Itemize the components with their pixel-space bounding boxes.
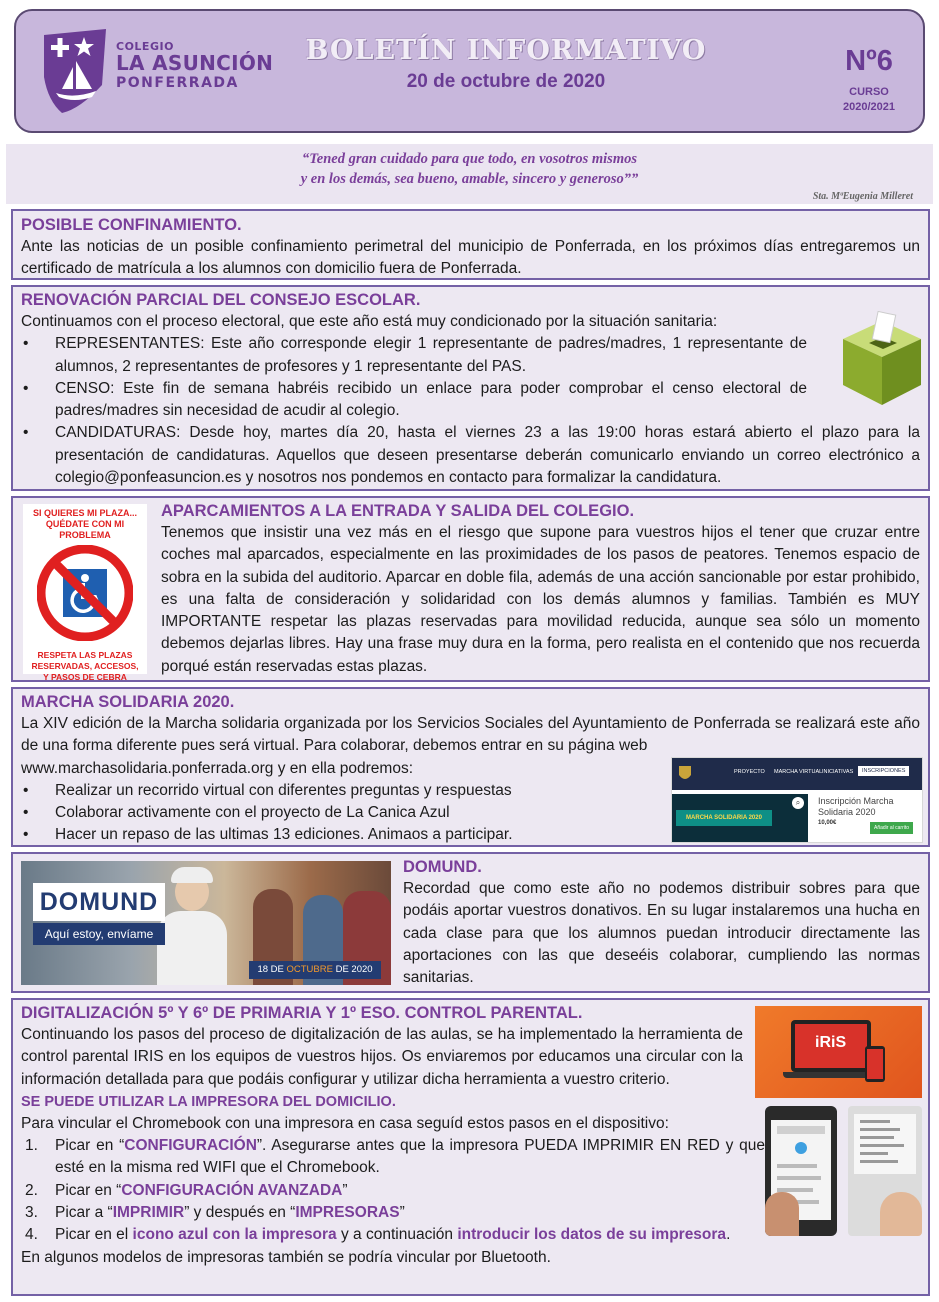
step-4-highlight-icono: icono azul con la impresora xyxy=(132,1226,337,1244)
parking-sign-image xyxy=(23,504,147,682)
step-3-number: 3. xyxy=(25,1204,38,1222)
domund-date-month: OCTUBRE xyxy=(286,964,333,975)
domund-text: Recordad que como este año no podemos distribuir sobres para que podáis aportar vuestros donativos. En su lugar instalaremos una hucha en cada clase para que los alumnos puedan introducir directamente las aportaciones con las que deseéis colaborar, cumpliendo las normas sanitarias. xyxy=(403,880,920,987)
section-digitalizacion xyxy=(11,998,930,1296)
newsletter-title: BOLETÍN INFORMATIVO xyxy=(305,35,707,66)
domund-slogan: Aquí estoy, envíame xyxy=(33,923,165,945)
web-navbar xyxy=(672,758,922,790)
step-2-part-a: Picar en “ xyxy=(55,1181,122,1199)
ballot-box-icon xyxy=(839,311,925,407)
section-domund xyxy=(11,852,930,993)
subsection-title-impresora: SE PUEDE UTILIZAR LA IMPRESORA DEL DOMICILIO. xyxy=(21,1093,396,1110)
web-product-title: Inscripción Marcha Solidaria 2020 xyxy=(818,796,894,817)
step-2-number: 2. xyxy=(25,1181,38,1199)
school-name-line2: LA ASUNCIÓN xyxy=(116,51,274,75)
newsletter-header xyxy=(14,9,925,133)
step-4-part-e: . xyxy=(726,1226,731,1244)
step-3-highlight-imprimir: IMPRIMIR xyxy=(112,1204,185,1222)
settings-photo-1 xyxy=(765,1106,837,1236)
school-name xyxy=(116,41,273,90)
marcha-bullet-canica: • Colaborar activamente con el proyecto de La Canica Azul xyxy=(21,802,920,824)
school-name-line3: PONFERRADA xyxy=(116,75,239,91)
aparcamientos-text: Tenemos que insistir una vez más en el riesgo que supone para vuestros hijos el tener que cruzar entre coches mal aparcados, especialmente en las proximidades de los pasos de peatores. Tenemos espacio de sobra en la subida del auditorio. Aparcar en doble fila, además de una acción sancionable por estar prohibido, es una falta de consideración y solidaridad con los demás alumnos y familias. También es MUY IMPORTANTE respetar las plazas reservadas para movilidad reducida, aunque sea sólo un momento debemos dejarlas libres. Hay una frase muy dura en la forma, pero realista en el contenido que nos recuerda porqué están reservadas estas plazas. xyxy=(161,524,920,675)
zoom-icon: ⌕ xyxy=(792,797,804,809)
section-consejo-escolar xyxy=(11,285,930,491)
domund-logo-text: DOMUND xyxy=(33,883,165,921)
domund-date-badge xyxy=(249,961,381,979)
step-4-number: 4. xyxy=(25,1226,38,1244)
domund-date-part3: DE 2020 xyxy=(332,964,373,975)
sign-top-line1: SI QUIERES MI PLAZA... xyxy=(32,508,137,518)
marcha-intro: La XIV edición de la Marcha solidaria organizada por los Servicios Sociales del Ayuntamiento de Ponferrada se realizará este año de una forma diferente pues será virtual. Para colaborar, debemos entrar en su página web xyxy=(21,715,920,755)
step-1-highlight: CONFIGURACIÓN xyxy=(124,1137,257,1155)
web-nav-proyecto: PROYECTO xyxy=(734,769,765,775)
no-parking-disabled-icon xyxy=(37,545,133,641)
impresora-intro: Para vincular el Chromebook con una impresora en casa seguíd estos pasos en el dispositivo: xyxy=(21,1114,669,1132)
confinamiento-text: Ante las noticias de un posible confinamiento perimetral del municipio de Ponferrada, en los próximos días entregaremos un certificado de matrícula a los alumnos con domicilio fuera de Ponferrada. xyxy=(21,238,920,278)
section-confinamiento xyxy=(11,209,930,280)
newsletter-date: 20 de octubre de 2020 xyxy=(406,71,606,92)
web-add-to-cart-button: Añadir al carrito xyxy=(870,822,913,834)
course-year: 2020/2021 xyxy=(843,101,895,113)
web-nav-inscripciones: INSCRIPCIONES xyxy=(858,766,909,776)
web-product-image xyxy=(672,794,808,842)
issue-number-block xyxy=(829,47,909,113)
quote-line2: y en los demás, sea bueno, amable, sincero y generoso”” xyxy=(300,171,639,187)
quote-text xyxy=(6,144,933,189)
step-3-part-c: ” y después en “ xyxy=(184,1204,296,1222)
sign-bottom-line2: RESERVADAS, ACCESOS, xyxy=(31,661,139,671)
bluetooth-note: En algunos modelos de impresoras también se podría vincular por Bluetooth. xyxy=(21,1248,551,1266)
quote-author: Sta. MªEugenia Milleret xyxy=(812,191,913,202)
step-1-number: 1. xyxy=(25,1137,38,1155)
phone-icon xyxy=(865,1046,885,1082)
section-title-consejo: RENOVACIÓN PARCIAL DEL CONSEJO ESCOLAR. xyxy=(21,291,421,309)
web-nav-iniciativas: INICIATIVAS xyxy=(822,769,854,775)
sign-top-line2: QUÉDATE CON MI PROBLEMA xyxy=(45,519,125,540)
marcha-website-screenshot xyxy=(671,757,923,843)
consejo-bullet-representantes: • REPRESENTANTES: Este año corresponde elegir 1 representante de padres/madres, 1 representante de alumnos, 2 representantes de profesores y 1 representante del PAS. xyxy=(21,333,807,378)
marcha-bullet-repaso: • Hacer un repaso de las ultimas 13 ediciones. Animaos a participar. xyxy=(21,824,920,846)
web-product-price: 10,00€ xyxy=(818,820,837,826)
section-title-marcha: MARCHA SOLIDARIA 2020. xyxy=(21,693,235,711)
step-3-part-a: Picar a “ xyxy=(55,1204,113,1222)
gear-icon xyxy=(795,1142,807,1154)
course-label: CURSO xyxy=(849,86,889,98)
section-marcha-solidaria xyxy=(11,687,930,847)
step-1 xyxy=(21,1135,765,1180)
school-name-line1: COLEGIO xyxy=(116,40,174,53)
step-3-part-e: ” xyxy=(399,1204,405,1222)
section-title-aparcamientos: APARCAMIENTOS A LA ENTRADA Y SALIDA DEL COLEGIO. xyxy=(161,502,635,520)
quote-line1: “Tened gran cuidado para que todo, en vosotros mismos xyxy=(301,151,637,167)
step-2-highlight: CONFIGURACIÓN AVANZADA xyxy=(121,1181,343,1199)
sign-bottom-line1: RESPETA LAS PLAZAS xyxy=(37,650,133,660)
city-crest-icon xyxy=(678,765,692,783)
issue-number: Nº6 xyxy=(845,45,893,77)
web-banner xyxy=(676,810,772,826)
marcha-url: www.marchasolidaria.ponferrada.org y en ella podremos: xyxy=(21,759,414,777)
section-title-digitalizacion: DIGITALIZACIÓN 5º Y 6º DE PRIMARIA Y 1º ESO. CONTROL PARENTAL. xyxy=(21,1004,583,1022)
school-logo-icon xyxy=(40,27,110,115)
web-banner-text: MARCHA SOLIDARIA 2020 xyxy=(686,815,762,821)
section-title-domund: DOMUND. xyxy=(403,858,482,876)
settings-photo-2 xyxy=(848,1106,922,1236)
step-3-highlight-impresoras: IMPRESORAS xyxy=(295,1204,400,1222)
consejo-bullet-candidaturas: • CANDIDATURAS: Desde hoy, martes día 20, hasta el viernes 23 a las 19:00 horas estará abierto el plazo para la presentación de candidaturas. Aquellos que deseen presentarse deberán comunicarlo enviando un correo electrónico a colegio@ponfeasuncion.es y nosotros nos pondemos en contacto para formalizar la candidatura. xyxy=(21,422,920,489)
sign-bottom-line3: Y PASOS DE CEBRA xyxy=(43,672,127,682)
step-1-part-a: Picar en “ xyxy=(55,1137,125,1155)
step-4-part-c: y a continuación xyxy=(336,1226,458,1244)
iris-promo-image xyxy=(755,1006,922,1098)
consejo-bullet-censo: • CENSO: Este fin de semana habréis recibido un enlace para poder comprobar el censo electoral de padres/madres sin necesidad de acudir al colegio. xyxy=(21,378,807,423)
web-nav-marcha-virtual: MARCHA VIRTUAL xyxy=(774,769,823,775)
quote-box xyxy=(6,144,933,204)
step-4-highlight-datos: introducir los datos de su impresora xyxy=(457,1226,727,1244)
iris-logo-text: iRiS xyxy=(815,1034,847,1051)
step-1-part-c: ”. Asegurarse antes que la impresora PUEDA IMPRIMIR EN RED y que esté en la misma red WIFI que el Chromebook. xyxy=(55,1137,765,1177)
step-2-part-c: ” xyxy=(342,1181,348,1199)
laptop-icon xyxy=(791,1020,871,1072)
consejo-intro: Continuamos con el proceso electoral, que este año está muy condicionado por la situación sanitaria: xyxy=(21,313,718,330)
section-title-confinamiento: POSIBLE CONFINAMIENTO. xyxy=(21,216,242,234)
digitalizacion-text: Continuando los pasos del proceso de digitalización de las aulas, se ha implementado la herramienta de control parental IRIS en los equipos de vuestros hijos. Os enviaremos por educamos una circular con la información detallada para que podáis configurar y utilizar dicha herramienta a vuestro criterio. xyxy=(21,1026,743,1088)
section-aparcamientos xyxy=(11,496,930,682)
domund-photo xyxy=(21,861,391,985)
step-4-part-a: Picar en el xyxy=(55,1226,133,1244)
marcha-bullet-recorrido: • Realizar un recorrido virtual con diferentes preguntas y respuestas xyxy=(21,780,920,802)
domund-date-part1: 18 DE xyxy=(257,964,287,975)
